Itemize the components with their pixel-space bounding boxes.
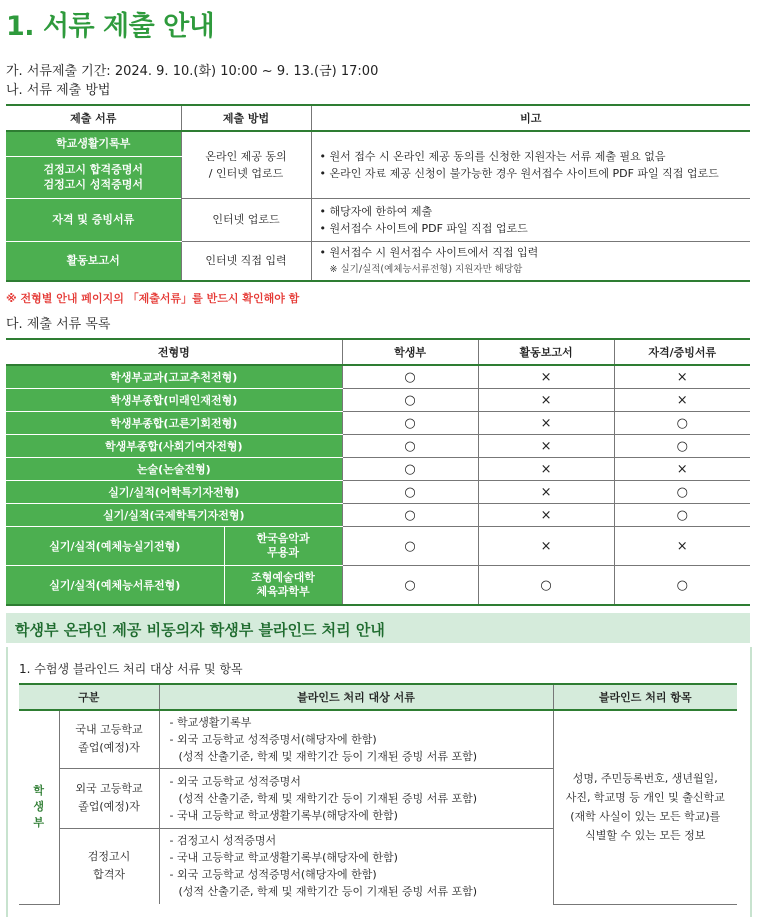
mark-cell: ×: [614, 527, 750, 566]
item-line: (성적 산출기준, 학제 및 재학기간 등이 기재된 증빙 서류 포함): [178, 791, 478, 805]
item-line: - 학교생활기록부: [169, 715, 252, 729]
header-notes: 비고: [311, 105, 750, 131]
track-name: 학생부종합(고른기회전형): [6, 412, 342, 435]
mark-cell: ○: [614, 504, 750, 527]
note-line: • 해당자에 한하여 제출: [319, 204, 433, 218]
notes-online: [311, 131, 750, 198]
items-ged: [159, 828, 553, 904]
mark-cell: ○: [342, 566, 478, 606]
track-name: 학생부교과(고교추천전형): [6, 365, 342, 389]
note-line: • 원서접수 사이트에 PDF 파일 직접 업로드: [319, 221, 528, 235]
item-line: - 외국 고등학교 성적증명서(해당자에 한함): [169, 732, 377, 746]
item-line: - 국내 고등학교 학교생활기록부(해당자에 한함): [169, 851, 398, 865]
method-table: [6, 104, 750, 282]
note-sub: ※ 실기/실적(예체능서류전형) 지원자만 해당함: [329, 263, 523, 275]
warning-text: ※ 전형별 안내 페이지의 「제출서류」를 반드시 확인해야 함: [6, 292, 300, 305]
item-line: (성적 산출기준, 학제 및 재학기간 등이 기재된 증빙 서류 포함): [178, 885, 478, 899]
items-domestic: [159, 710, 553, 768]
section-subtitle: 1. 수험생 블라인드 처리 대상 서류 및 항목: [19, 662, 243, 676]
track-sub: 한국음악과 무용과: [224, 527, 342, 566]
track-sub: 조형예술대학 체육과학부: [224, 566, 342, 606]
doc-certificates: 자격 및 증빙서류: [6, 198, 181, 241]
status-ged: 검정고시 합격자: [59, 828, 159, 904]
mark-cell: ○: [342, 389, 478, 412]
header-blind-items: 블라인드 처리 항목: [553, 684, 737, 710]
note-line: • 원서접수 시 원서접수 사이트에서 직접 입력: [319, 245, 539, 259]
header-record: 학생부: [342, 339, 478, 365]
track-name: 학생부종합(미래인재전형): [6, 389, 342, 412]
notes-upload: [311, 198, 750, 241]
mark-cell: ×: [478, 504, 614, 527]
doc-record: 학교생활기록부: [6, 131, 181, 156]
item-line: (성적 산출기준, 학제 및 재학기간 등이 기재된 증빙 서류 포함): [178, 749, 478, 763]
category-label: 학 생 부: [19, 710, 59, 904]
mark-cell: ○: [614, 481, 750, 504]
table-row: [6, 365, 750, 389]
section-title: 학생부 온라인 제공 비동의자 학생부 블라인드 처리 안내: [15, 621, 385, 639]
mark-cell: ○: [614, 566, 750, 606]
status-foreign: 외국 고등학교 졸업(예정)자: [59, 768, 159, 828]
period-line: 가. 서류제출 기간: 2024. 9. 10.(화) 10:00 ~ 9. 13.(금) 17:00: [6, 64, 379, 79]
status-domestic: 국내 고등학교 졸업(예정)자: [59, 710, 159, 768]
header-category: 구분: [19, 684, 159, 710]
mark-cell: ○: [614, 435, 750, 458]
mark-cell: ○: [342, 412, 478, 435]
items-foreign: [159, 768, 553, 828]
doc-activity: 활동보고서: [6, 241, 181, 281]
mark-cell: ○: [478, 566, 614, 606]
note-line: • 온라인 자료 제공 신청이 불가능한 경우 원서접수 사이트에 PDF 파일 직접 업로드: [319, 166, 719, 180]
table-row: [6, 412, 750, 435]
table-row: [6, 566, 750, 606]
item-line: - 외국 고등학교 성적증명서(해당자에 한함): [169, 868, 377, 882]
track-name: 논술(논술전형): [6, 458, 342, 481]
header-cert: 자격/증빙서류: [614, 339, 750, 365]
blind-table: [19, 683, 737, 905]
page-title: 1. 서류 제출 안내: [6, 11, 215, 42]
notes-direct: [311, 241, 750, 281]
mark-cell: ×: [478, 435, 614, 458]
mark-cell: ×: [478, 527, 614, 566]
table-row: [6, 458, 750, 481]
header-doc: 제출 서류: [6, 105, 181, 131]
section-band: [6, 613, 750, 643]
track-name: 실기/실적(어학특기자전형): [6, 481, 342, 504]
table-row: [6, 527, 750, 566]
doc-ged: 검정고시 합격증명서 검정고시 성적증명서: [6, 156, 181, 198]
blind-items: 성명, 주민등록번호, 생년월일, 사진, 학교명 등 개인 및 출신학교 (재학 사실이 있는 모든 학교)를 식별할 수 있는 모든 정보: [553, 710, 737, 904]
mark-cell: ×: [614, 389, 750, 412]
mark-cell: ×: [478, 481, 614, 504]
mark-cell: ×: [478, 412, 614, 435]
mark-cell: ○: [614, 412, 750, 435]
mark-cell: ○: [342, 458, 478, 481]
track-name: 학생부종합(사회기여자전형): [6, 435, 342, 458]
method-line: 나. 서류 제출 방법: [6, 83, 111, 98]
track-name: 실기/실적(예체능서류전형): [6, 566, 224, 606]
doc-table: [6, 338, 750, 606]
mark-cell: ○: [342, 504, 478, 527]
method-upload: 인터넷 업로드: [181, 198, 311, 241]
table-row: [6, 389, 750, 412]
list-line: 다. 제출 서류 목록: [6, 317, 111, 332]
mark-cell: ×: [478, 365, 614, 389]
mark-cell: ×: [614, 365, 750, 389]
table-row: [6, 481, 750, 504]
method-direct: 인터넷 직접 입력: [181, 241, 311, 281]
table-row: [6, 435, 750, 458]
mark-cell: ○: [342, 481, 478, 504]
item-line: - 외국 고등학교 성적증명서: [169, 774, 301, 788]
mark-cell: ×: [478, 458, 614, 481]
track-name: 실기/실적(국제학특기자전형): [6, 504, 342, 527]
mark-cell: ×: [478, 389, 614, 412]
header-activity: 활동보고서: [478, 339, 614, 365]
mark-cell: ○: [342, 435, 478, 458]
mark-cell: ○: [342, 365, 478, 389]
note-line: • 원서 접수 시 온라인 제공 동의를 신청한 지원자는 서류 제출 필요 없음: [319, 149, 666, 163]
item-line: - 검정고시 성적증명서: [169, 834, 277, 848]
method-online: 온라인 제공 동의 / 인터넷 업로드: [181, 131, 311, 198]
track-name: 실기/실적(예체능실기전형): [6, 527, 224, 566]
header-blind-docs: 블라인드 처리 대상 서류: [159, 684, 553, 710]
mark-cell: ○: [342, 527, 478, 566]
item-line: - 국내 고등학교 학교생활기록부(해당자에 한함): [169, 808, 398, 822]
header-method: 제출 방법: [181, 105, 311, 131]
header-track: 전형명: [6, 339, 342, 365]
mark-cell: ×: [614, 458, 750, 481]
table-row: [6, 504, 750, 527]
